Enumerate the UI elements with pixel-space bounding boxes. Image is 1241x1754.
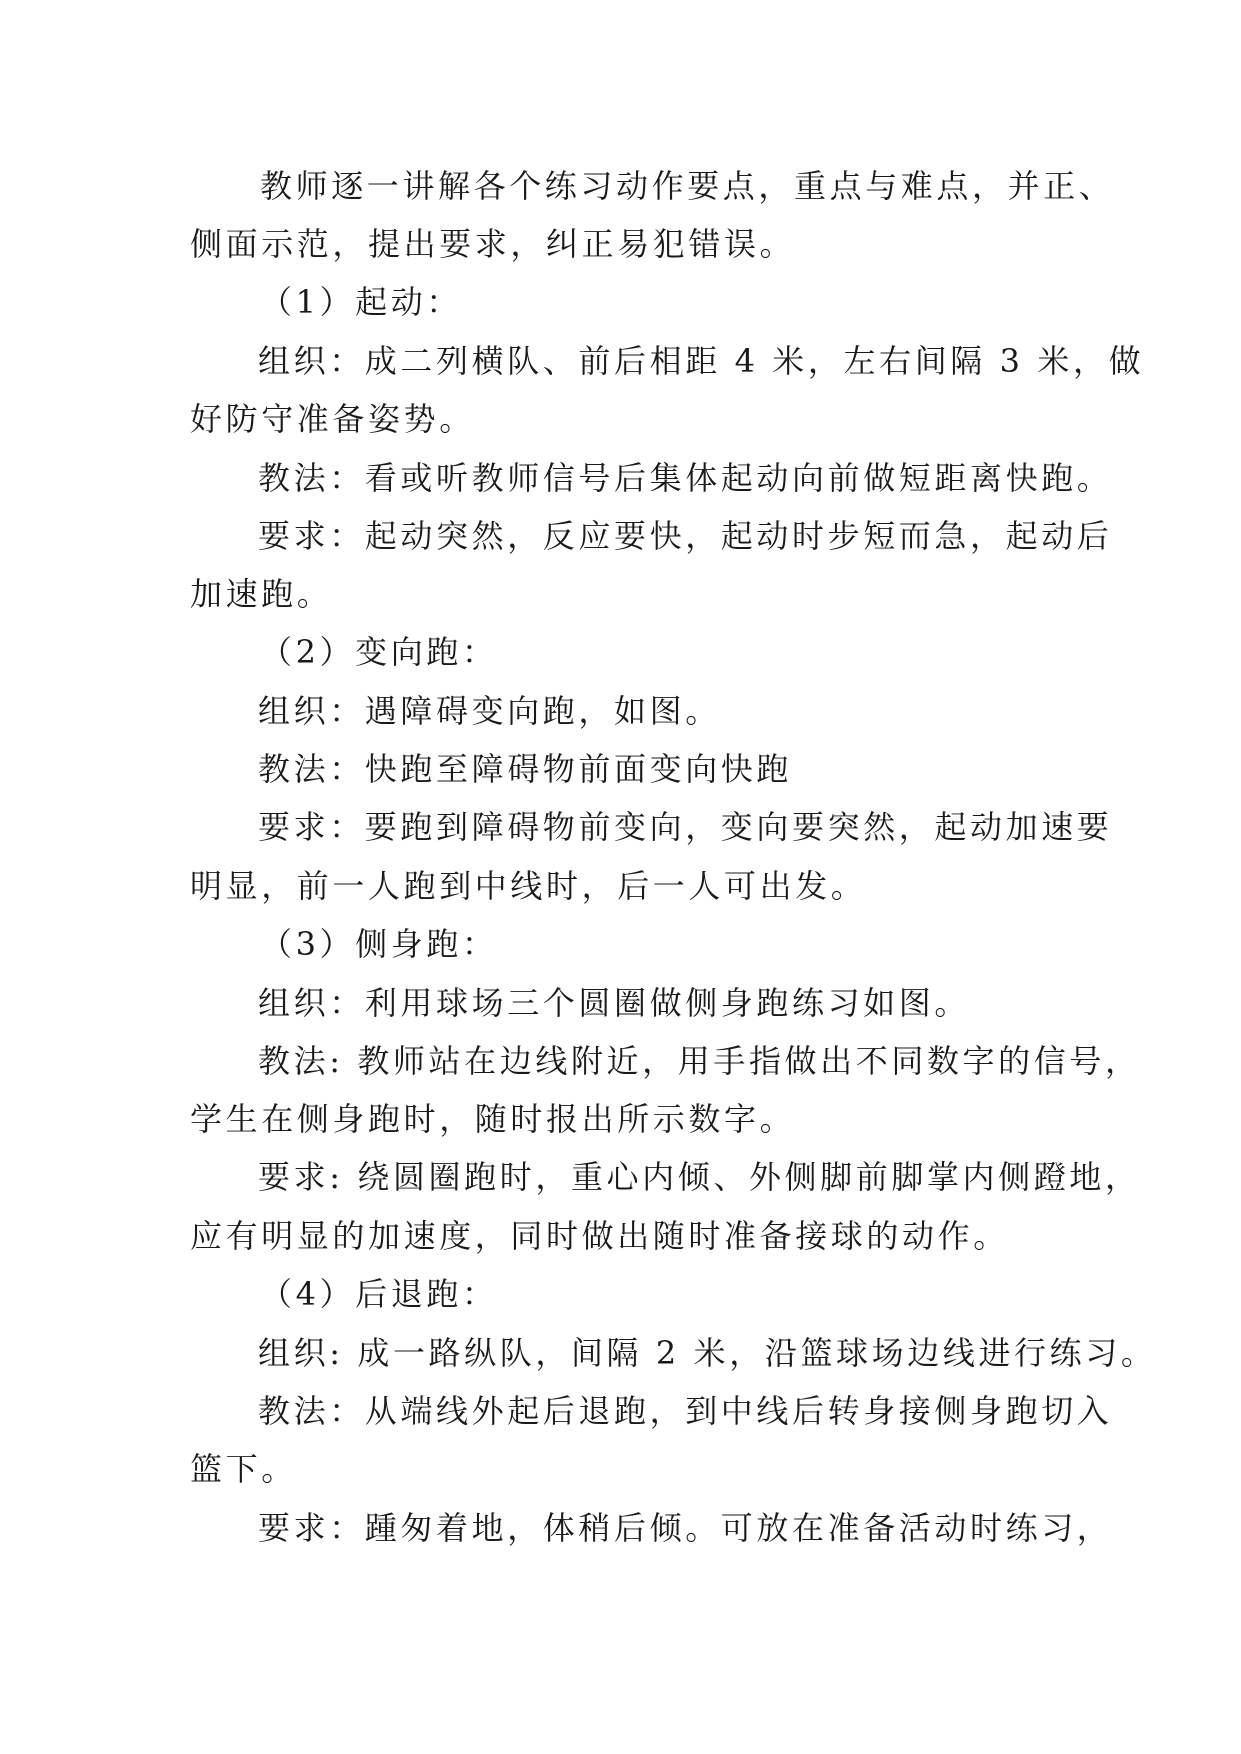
- change-direction-method: 教法：快跑至障碍物前面变向快跑: [258, 750, 793, 788]
- change-direction-requirement-line-1: 要求：要跑到障碍物前变向，变向要突然，起动加速要: [258, 808, 1113, 846]
- start-organization-line-2: 好防守准备姿势。: [190, 400, 475, 438]
- side-run-method-line-2: 学生在侧身跑时，随时报出所示数字。: [190, 1100, 796, 1138]
- backward-run-requirement: 要求：踵匆着地，体稍后倾。可放在准备活动时练习，: [258, 1509, 1113, 1547]
- side-run-requirement-line-1: 要求: 绕圆圈跑时，重心内倾、外侧脚前脚掌内侧蹬地，: [258, 1158, 1141, 1196]
- backward-run-organization: 组织: 成一路纵队，间隔 2 米，沿篮球场边线进行练习。: [258, 1334, 1157, 1372]
- section-heading-change-direction: （2）变向跑：: [260, 633, 498, 671]
- start-method: 教法：看或听教师信号后集体起动向前做短距离快跑。: [258, 459, 1113, 497]
- start-requirement-line-1: 要求：起动突然，反应要快，起动时步短而急，起动后: [258, 517, 1113, 555]
- backward-run-method-line-2: 篮下。: [190, 1450, 297, 1488]
- side-run-organization: 组织：利用球场三个圆圈做侧身跑练习如图。: [258, 984, 971, 1022]
- change-direction-organization: 组织：遇障碍变向跑，如图。: [258, 692, 721, 730]
- change-direction-requirement-line-2: 明显，前一人跑到中线时，后一人可出发。: [190, 867, 867, 905]
- section-heading-backward-run: （4）后退跑：: [260, 1275, 498, 1313]
- start-requirement-line-2: 加速跑。: [190, 575, 333, 613]
- paragraph-intro-line-1: 教师逐一讲解各个练习动作要点，重点与难点，并正、: [260, 167, 1115, 205]
- side-run-method-line-1: 教法: 教师站在边线附近，用手指做出不同数字的信号，: [258, 1042, 1141, 1080]
- side-run-requirement-line-2: 应有明显的加速度，同时做出随时准备接球的动作。: [190, 1217, 1009, 1255]
- section-heading-start: （1）起动：: [260, 283, 462, 321]
- section-heading-side-run: （3）侧身跑：: [260, 925, 498, 963]
- paragraph-intro-line-2: 侧面示范，提出要求，纠正易犯错误。: [190, 225, 796, 263]
- backward-run-method-line-1: 教法：从端线外起后退跑，到中线后转身接侧身跑切入: [258, 1392, 1113, 1430]
- start-organization-line-1: 组织：成二列横队、前后相距 4 米，左右间隔 3 米，做: [258, 342, 1145, 380]
